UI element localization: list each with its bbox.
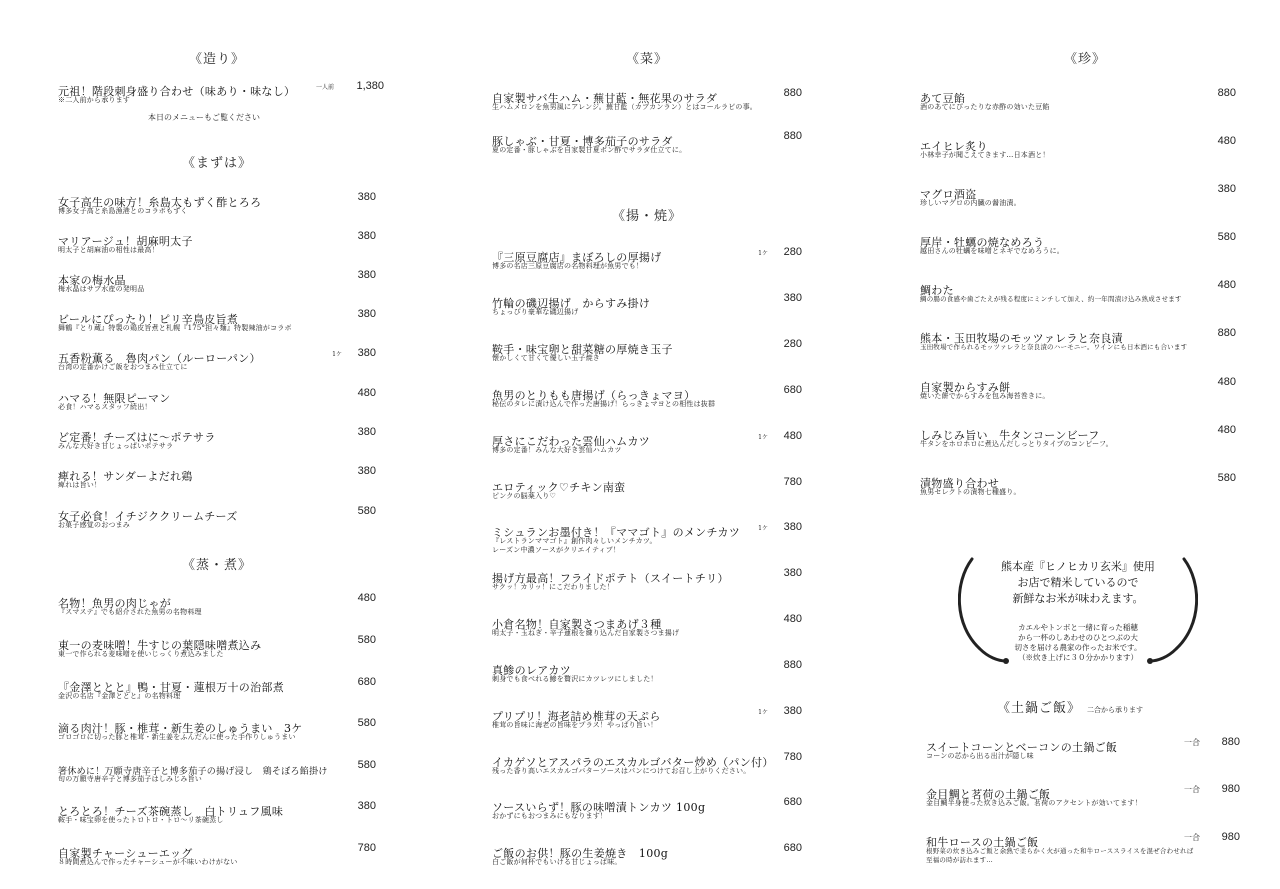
- donabe-title: 《土鍋ご飯》: [996, 701, 1081, 716]
- menu-item: [58, 387, 376, 412]
- item-desc: 台湾の定番かけご飯をおつまみ仕立てに: [58, 363, 188, 371]
- menu-item: [492, 613, 802, 638]
- menu-item: [492, 842, 802, 867]
- item-price: 580: [1217, 472, 1236, 484]
- item-price: 880: [1221, 736, 1240, 748]
- menu-item: [58, 308, 376, 333]
- item-name: マリアージュ！胡麻明太子: [58, 235, 193, 248]
- item-price: 780: [783, 476, 802, 488]
- item-price: 680: [783, 384, 802, 396]
- item-price: 780: [357, 842, 376, 854]
- item-name: プリプリ！海老詰め椎茸の天ぷら: [492, 710, 661, 723]
- item-desc: ８時間煮込んで作ったチャーシューが不味いわけがない: [58, 858, 238, 866]
- menu-item: [58, 505, 376, 530]
- rice-promo-box: [958, 555, 1198, 667]
- item-price: 380: [783, 521, 802, 533]
- item-name: 自家製チャーシューエッグ: [58, 847, 193, 860]
- menu-item: [492, 292, 802, 317]
- item-price: 380: [357, 800, 376, 812]
- item-price: 880: [1217, 327, 1236, 339]
- menu-item: [492, 430, 802, 455]
- item-price: 380: [357, 465, 376, 477]
- item-name: 竹輪の磯辺揚げ からすみ掛け: [492, 297, 651, 310]
- menu-item: [58, 842, 376, 867]
- item-price: 580: [357, 759, 376, 771]
- promo-main-text: 熊本産『ヒノヒカリ玄米』使用 お店で精米しているので 新鮮なお米が味わえます。: [1001, 560, 1155, 605]
- item-desc: コーンの芯から出る出汁が隠し味: [926, 752, 1034, 760]
- menu-item: [492, 521, 802, 555]
- item-desc: 玉田牧場で作られるモッツァレラと奈良漬のハーモニー。ワインにも日本酒にも合います: [920, 343, 1188, 351]
- item-desc: 必食！ハマるスタッフ続出！: [58, 403, 152, 411]
- item-desc: 博多の名店三原豆腐店の名物料理が魚男でも！: [492, 262, 644, 270]
- item-price: 380: [357, 269, 376, 281]
- item-name: 五香粉薫る 魯肉パン（ルーローパン）: [58, 352, 261, 365]
- donabe-note: 二合から承ります: [1087, 706, 1143, 714]
- item-desc: 博多女子高と糸島漁港とのコラボもずく: [58, 207, 188, 215]
- item-name: 滴る肉汁！豚・椎茸・新生姜のしゅうまい 3ケ: [58, 722, 303, 735]
- item-unit: 1ケ: [758, 250, 768, 257]
- menu-item: [58, 759, 376, 784]
- section-title-tsukuri: 《造り》: [188, 52, 245, 67]
- menu-item: [58, 634, 376, 659]
- menu-item: [492, 384, 802, 409]
- item-name: 和牛ロースの土鍋ご飯: [926, 836, 1039, 849]
- item-price: 980: [1221, 831, 1240, 843]
- item-price: 980: [1221, 783, 1240, 795]
- item-unit: 1ケ: [758, 434, 768, 441]
- item-desc: 舞鶴『とり蔵』特製の鶏皮旨煮と札幌『175°担々麺』特製辣油がコラボ: [58, 324, 292, 332]
- item-desc: 残った香り高いエスカルゴバターソースはパンにつけてお召し上がりください。: [492, 767, 751, 775]
- menu-item: [58, 230, 376, 255]
- item-name: エロティック♡チキン南蛮: [492, 481, 626, 494]
- menu-item: [920, 135, 1250, 160]
- item-name: 小倉名物！自家製さつまあげ３種: [492, 618, 662, 631]
- item-name: 箸休めに！万願寺唐辛子と博多茄子の揚げ浸し 鶏そぼろ餡掛け: [58, 767, 328, 777]
- item-desc: 刺身でも食べれる鯵を贅沢にカツレツにしました！: [492, 675, 658, 683]
- item-desc: 越田さんの牡蠣を味噌とネギでなめろうに。: [920, 247, 1064, 255]
- item-desc: 夏の定番・豚しゃぶを自家製甘夏ポン酢でサラダ仕立てに。: [492, 146, 687, 154]
- item-price: 380: [1217, 183, 1236, 195]
- section-title-mushi: 《蒸・煮》: [181, 558, 252, 573]
- menu-item: [492, 705, 802, 730]
- item-name: ビールにぴったり！ピリ辛鳥皮旨煮: [58, 313, 239, 326]
- item-name: 厚岸・牡蠣の焼なめろう: [920, 236, 1045, 249]
- item-unit: 一合: [1184, 785, 1200, 794]
- menu-item: [920, 87, 1250, 112]
- item-desc: 『スマステ』でも紹介された魚男の名物料理: [58, 608, 202, 616]
- menu-item: [58, 191, 376, 216]
- item-desc: 白ご飯が何杯でもいける甘じょっぱ味。: [492, 858, 622, 866]
- item-name: 鯛わた: [920, 284, 954, 297]
- item-price: 680: [357, 676, 376, 688]
- menu-item: [492, 338, 802, 363]
- item-desc: 焼いた餅でからすみを包み海苔巻きに。: [920, 392, 1050, 400]
- item-name: ご飯のお供！豚の生姜焼き 100g: [492, 847, 669, 860]
- item-price: 380: [357, 230, 376, 242]
- item-price: 480: [783, 613, 802, 625]
- item-desc: 懐かしくて甘くて優しい玉子焼き: [492, 354, 600, 362]
- menu-item: [58, 800, 376, 825]
- item-price: 480: [1217, 279, 1236, 291]
- menu-item: [492, 567, 802, 592]
- item-desc: 生ハムメロンを魚男風にアレンジ。蕪甘藍（カブカンラン）とはコールラビの事。: [492, 103, 757, 111]
- item-name: 真鯵のレアカツ: [492, 664, 571, 677]
- item-price: 580: [357, 717, 376, 729]
- item-price: 480: [1217, 424, 1236, 436]
- item-name: ど定番！チーズはに〜ポテサラ: [58, 431, 216, 444]
- item-name: 自家製からすみ餅: [920, 381, 1011, 394]
- item-price: 680: [783, 796, 802, 808]
- menu-item: [926, 783, 1240, 808]
- item-name: 金目鯛と茗荷の土鍋ご飯: [926, 788, 1051, 801]
- item-desc: 酒のあてにぴったりな赤酢の効いた豆餡: [920, 103, 1050, 111]
- item-name: エイヒレ炙り: [920, 140, 988, 153]
- item-name: 女子高生の味方！糸島太もずく酢とろろ: [58, 196, 262, 209]
- item-desc: ピンクの脳薬入り♡: [492, 492, 556, 500]
- item-price: 1,380: [356, 80, 384, 92]
- item-name: マグロ酒盗: [920, 188, 977, 201]
- item-unit: 一人前: [315, 84, 334, 91]
- menu-item: [492, 751, 802, 776]
- item-desc: 椎茸の旨味に海老の旨味をプラス！やっぱり旨い！: [492, 721, 658, 729]
- item-name: 元祖！階段刺身盛り合わせ（味あり・味なし）: [58, 85, 296, 98]
- item-desc: 鞍手・味宝卵を使ったトロトロ・トロ〜リ茶碗蒸し: [58, 816, 224, 824]
- item-price: 480: [1217, 135, 1236, 147]
- menu-item: [926, 831, 1240, 865]
- item-desc: 秘伝のタレに漬け込んで作った唐揚げ！らっきょマヨとの相性は抜群: [492, 400, 716, 408]
- item-name: ハマる！無限ピーマン: [58, 392, 171, 405]
- item-price: 380: [357, 426, 376, 438]
- menu-item: [920, 472, 1250, 497]
- item-price: 380: [783, 292, 802, 304]
- item-desc: 鯛の腸の食感や歯ごたえが残る程度にミンチして加え、約一年間漬け込み熟成させます: [920, 295, 1182, 303]
- daily-menu-note: 本日のメニューもご覧ください: [148, 113, 260, 122]
- item-desc: みんな大好き甘じょっぱいポテサラ: [58, 442, 174, 450]
- item-price: 880: [1217, 87, 1236, 99]
- item-name: あて豆餡: [920, 92, 966, 105]
- menu-item: [492, 87, 802, 112]
- item-unit: 1ケ: [758, 709, 768, 716]
- menu-item: [58, 465, 376, 490]
- item-price: 480: [357, 387, 376, 399]
- section-title-mazuha: 《まずは》: [181, 156, 252, 171]
- item-price: 380: [357, 191, 376, 203]
- item-price: 480: [1217, 376, 1236, 388]
- menu-item: [58, 80, 384, 105]
- menu-item: [492, 476, 802, 501]
- promo-sub-text: カエルやトンボと一緒に育った稲穂 から一杯のしあわせのひとつぶの大 切さを届ける農家の作ったお米です。 （※炊き上げに３０分かかります）: [1014, 623, 1142, 662]
- menu-item: [920, 231, 1250, 256]
- item-name: イカゲソとアスパラのエスカルゴバター炒め（パン付）: [492, 756, 774, 769]
- item-desc: ゴロゴロに切った豚と椎茸・新生姜をふんだんに使った手作りしゅうまい: [58, 733, 296, 741]
- item-price: 380: [357, 347, 376, 359]
- menu-item: [492, 130, 802, 155]
- item-desc: 明太子と胡麻油の相性は最高！: [58, 246, 159, 254]
- item-desc: 東一で作られる麦味噌を使いじっくり煮込みました: [58, 650, 224, 658]
- item-price: 280: [783, 338, 802, 350]
- menu-item: [492, 246, 802, 271]
- item-desc: 牛タンをホロホロに煮込んだしっとりタイプのコンビーフ。: [920, 440, 1113, 448]
- item-unit: 一合: [1184, 833, 1200, 842]
- item-price: 380: [783, 567, 802, 579]
- item-name: 本家の梅水晶: [58, 274, 126, 287]
- item-desc: 金目鯛半身使った炊き込みご飯。茗荷のアクセントが効いてます！: [926, 799, 1142, 807]
- item-price: 880: [783, 130, 802, 142]
- item-price: 880: [783, 87, 802, 99]
- item-name: 厚さにこだわった雲仙ハムカツ: [492, 435, 651, 448]
- item-name: 魚男のとりもも唐揚げ（らっきょマヨ）: [492, 389, 696, 402]
- section-title-chin: 《珍》: [1063, 52, 1106, 67]
- item-desc: ちょっぴり豪華な磯辺揚げ: [492, 308, 579, 316]
- item-unit: 1ケ: [332, 351, 342, 358]
- menu-item: [58, 592, 376, 617]
- item-name: 揚げ方最高！フライドポテト（スイートチリ）: [492, 572, 729, 585]
- item-desc: 博多の定番！みんな大好き雲仙ハムカツ: [492, 446, 622, 454]
- item-name: ミシュランお墨付き！『ママゴト』のメンチカツ: [492, 526, 741, 539]
- item-desc: 珍しいマグロの内臓の醤油漬。: [920, 199, 1021, 207]
- menu-item: [58, 676, 376, 701]
- menu-item: [58, 717, 376, 742]
- menu-item: [920, 183, 1250, 208]
- item-desc: 痺れは旨い！: [58, 481, 102, 489]
- item-desc: 『レストランママゴト』創作肉々しいメンチカツ。 レーズン中濃ソースがクリエイティブ！: [492, 537, 657, 554]
- item-price: 380: [357, 308, 376, 320]
- menu-item: [492, 659, 802, 684]
- item-price: 580: [1217, 231, 1236, 243]
- item-name: 自家製サバ生ハム・蕪甘藍・無花果のサラダ: [492, 92, 718, 105]
- item-name: 痺れる！サンダーよだれ鶏: [58, 470, 193, 483]
- item-price: 280: [783, 246, 802, 258]
- item-price: 680: [783, 842, 802, 854]
- item-desc: サクッ！カリッ！にこだわりました！: [492, 583, 614, 591]
- menu-item: [58, 426, 376, 451]
- item-price: 480: [357, 592, 376, 604]
- item-price: 380: [783, 705, 802, 717]
- item-desc: 明太子・玉ねぎ・辛子蓮根を練り込んだ自家製さつま揚げ: [492, 629, 680, 637]
- item-name: 『金澤ととと』鴨・甘夏・蓮根万十の治部煮: [58, 681, 284, 694]
- section-title-donabe: [920, 697, 1220, 716]
- item-desc: 小林幸子が聞こえてきます…日本酒と！: [920, 151, 1050, 159]
- item-name: とろとろ！チーズ茶碗蒸し 白トリュフ風味: [58, 805, 284, 818]
- item-name: 鞍手・味宝卵と甜菜糖の厚焼き玉子: [492, 343, 673, 356]
- item-name: 名物！魚男の肉じゃが: [58, 597, 171, 610]
- item-name: 豚しゃぶ・甘夏・博多茄子のサラダ: [492, 135, 673, 148]
- item-desc: ※二人前から承ります: [58, 96, 130, 104]
- menu-item: [920, 376, 1250, 401]
- item-price: 580: [357, 505, 376, 517]
- item-desc: 根野菜の炊き込みご飯と余熱で柔らかく火が通った和牛ローススライスを混ぜ合わせれば 至福の時が訪れます…: [926, 847, 1194, 864]
- item-price: 580: [357, 634, 376, 646]
- item-name: ソースいらず！豚の味噌漬トンカツ 100g: [492, 801, 706, 814]
- item-unit: 一合: [1184, 738, 1200, 747]
- menu-item: [920, 327, 1250, 352]
- item-desc: 魚男セレクトの漬物七種盛り。: [920, 488, 1021, 496]
- item-desc: おかずにもおつまみにもなります！: [492, 812, 608, 820]
- item-name: スイートコーンとベーコンの土鍋ご飯: [926, 741, 1118, 754]
- menu-item: [920, 279, 1250, 304]
- menu-item: [58, 269, 376, 294]
- section-title-age: 《揚・焼》: [611, 209, 682, 224]
- item-price: 780: [783, 751, 802, 763]
- item-desc: 旬の万願寺唐辛子と博多茄子はしみじみ旨い: [58, 775, 202, 783]
- menu-item: [58, 347, 376, 372]
- item-name: しみじみ旨い 牛タンコーンビーフ: [920, 429, 1100, 442]
- item-name: 漬物盛り合わせ: [920, 477, 1000, 490]
- item-desc: 梅水晶はサブ水産の発明品: [58, 285, 145, 293]
- item-name: 熊本・玉田牧場のモッツァレラと奈良漬: [920, 332, 1123, 345]
- item-name: 『三原豆腐店』まぼろしの厚揚げ: [492, 251, 662, 264]
- item-price: 880: [783, 659, 802, 671]
- section-title-sai: 《菜》: [625, 52, 668, 67]
- menu-item: [492, 796, 802, 821]
- menu-item: [920, 424, 1250, 449]
- item-name: 女子必食！イチジククリームチーズ: [58, 510, 238, 523]
- item-name: 東一の麦味噌！牛すじの葉隠味噌煮込み: [58, 639, 262, 652]
- menu-item: [926, 736, 1240, 761]
- item-price: 480: [783, 430, 802, 442]
- item-desc: お菓子感覚のおつまみ: [58, 521, 130, 529]
- item-desc: 金沢の名店『金澤ととと』の名物料理: [58, 692, 181, 700]
- item-unit: 1ケ: [758, 525, 768, 532]
